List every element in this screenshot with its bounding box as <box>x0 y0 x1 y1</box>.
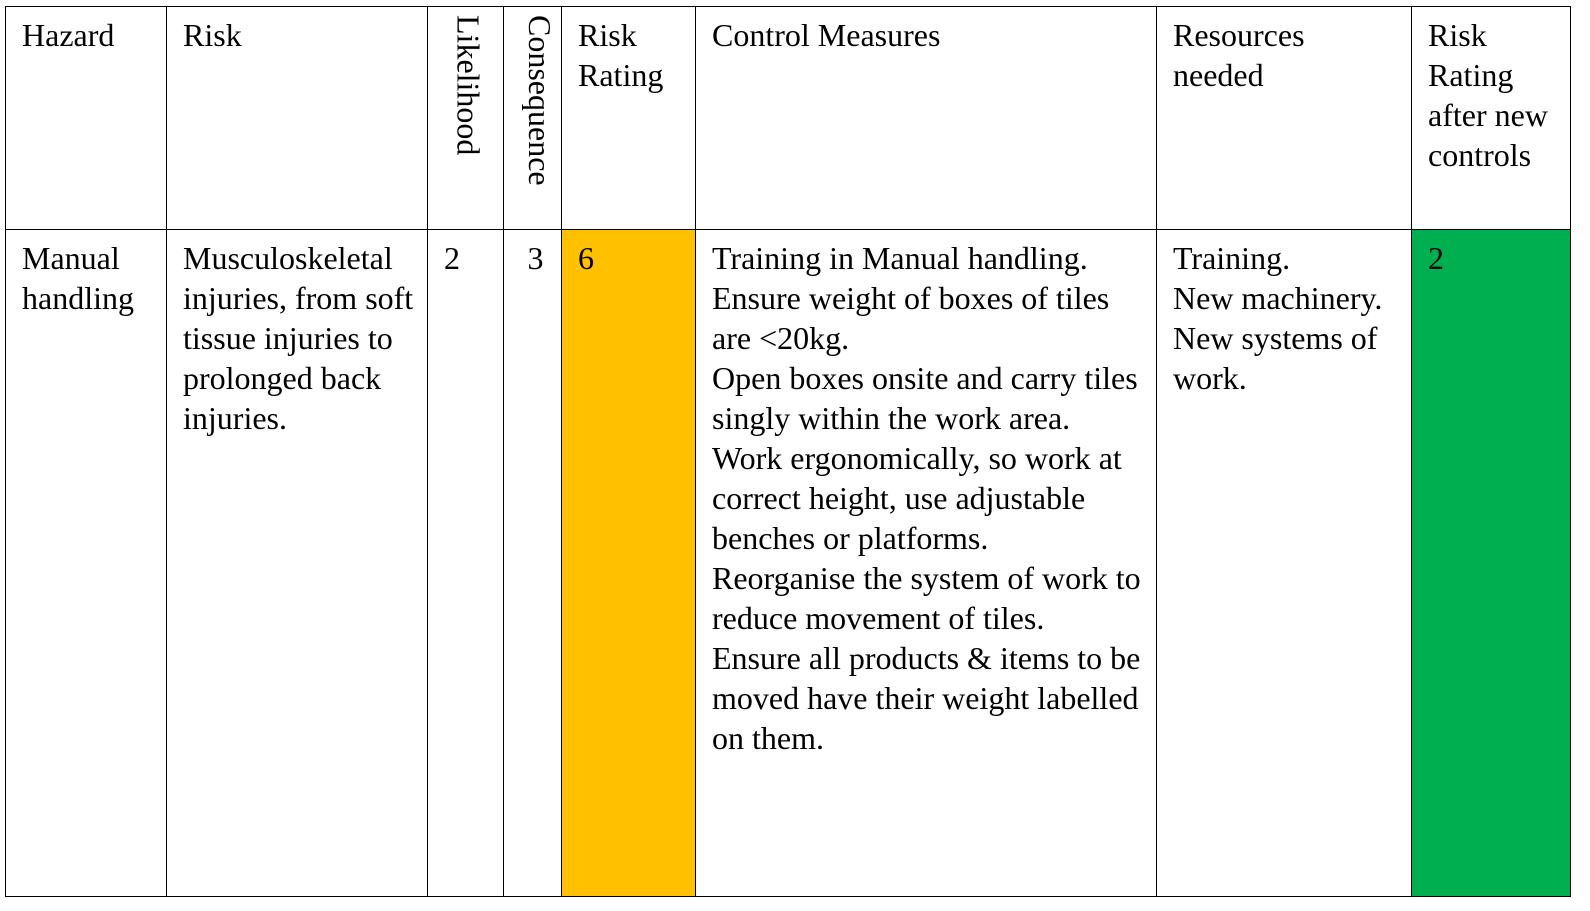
table-row <box>6 230 1571 897</box>
risk-assessment-table <box>5 6 1571 897</box>
header-resources-needed: Resources needed <box>1157 7 1412 230</box>
header-likelihood-cell <box>428 7 504 230</box>
resource-item: New systems of work. <box>1173 320 1378 396</box>
risk-cell: Musculoskeletal injuries, from soft tissue injuries to prolonged back injuries. <box>167 230 428 897</box>
resource-item: Training. <box>1173 240 1291 276</box>
control-measure-item: Work ergonomically, so work at correct height, use adjustable benches or platforms. <box>712 440 1122 556</box>
risk-rating-cell: 6 <box>562 230 696 897</box>
resource-item: New machinery. <box>1173 280 1383 316</box>
header-consequence: Consequence <box>522 15 558 186</box>
header-likelihood: Likelihood <box>450 15 487 156</box>
header-risk-rating-after: Risk Rating after new controls <box>1412 7 1571 230</box>
control-measure-item: Open boxes onsite and carry tiles singly within the work area. <box>712 360 1138 436</box>
control-measures-cell <box>696 230 1157 897</box>
risk-rating-after-cell: 2 <box>1412 230 1571 897</box>
control-measure-item: Ensure all products & items to be moved have their weight labelled on them. <box>712 640 1141 756</box>
likelihood-cell: 2 <box>428 230 504 897</box>
header-risk-rating: Risk Rating <box>562 7 696 230</box>
control-measure-item: Reorganise the system of work to reduce movement of tiles. <box>712 560 1141 636</box>
resources-needed-cell <box>1157 230 1412 897</box>
header-consequence-cell <box>504 7 562 230</box>
hazard-cell: Manual handling <box>6 230 167 897</box>
control-measure-item: Ensure weight of boxes of tiles are <20kg. <box>712 280 1110 356</box>
header-row <box>6 7 1571 230</box>
control-measure-item: Training in Manual handling. <box>712 240 1088 276</box>
header-risk: Risk <box>167 7 428 230</box>
header-control-measures: Control Measures <box>696 7 1157 230</box>
consequence-cell: 3 <box>504 230 562 897</box>
header-hazard: Hazard <box>6 7 167 230</box>
